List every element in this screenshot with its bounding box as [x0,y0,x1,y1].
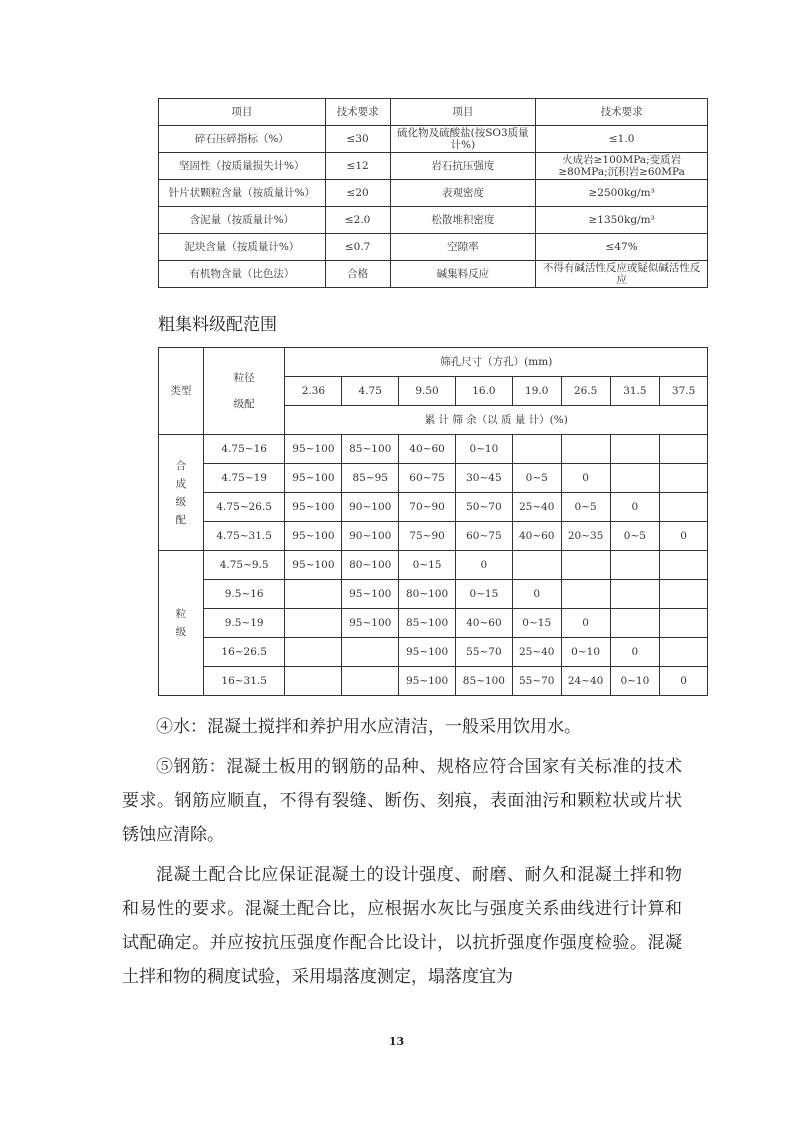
table-cell: 40~60 [455,609,512,638]
table-cell [342,667,399,696]
table-row [159,153,708,180]
size-cell: 4.75~9.5 [203,551,285,580]
table-cell [561,551,610,580]
table-row [159,551,708,580]
table-cell: ≥1350kg/m³ [536,207,708,234]
table-cell [610,435,660,464]
table-row [159,580,708,609]
table-row [159,464,708,493]
table-cell: 0 [610,638,660,667]
table-cell: 60~75 [399,464,456,493]
table-cell: ≥2500kg/m³ [536,180,708,207]
table-cell: 火成岩≥100MPa;变质岩≥80MPa;沉积岩≥60MPa [536,153,708,180]
table-cell [660,609,708,638]
table-cell [285,609,342,638]
table-caption: 粗集料级配范围 [158,315,277,335]
table-cell: 85~100 [399,609,456,638]
table-cell [660,493,708,522]
table-cell: 80~100 [399,580,456,609]
table-cell [660,464,708,493]
table-cell: 针片状颗粒含量（按质量计%） [159,180,326,207]
table-cell: 95~100 [399,638,456,667]
table-cell [512,435,561,464]
table-cell: 95~100 [285,551,342,580]
table-cell: ≤1.0 [536,126,708,153]
table-cell: 0~10 [455,435,512,464]
table-cell [561,580,610,609]
size-cell: 9.5~19 [203,609,285,638]
table-cell [660,638,708,667]
table-row [159,207,708,234]
table-cell [660,551,708,580]
table-cell: 95~100 [342,609,399,638]
table-cell: 55~70 [455,638,512,667]
size-cell: 4.75~19 [203,464,285,493]
size-cell: 4.75~26.5 [203,493,285,522]
sieve-cell: 19.0 [512,377,561,406]
table-cell: ≤12 [325,153,390,180]
table-cell: 55~70 [512,667,561,696]
table-cell: 0~10 [561,638,610,667]
sieve-cell: 16.0 [455,377,512,406]
table-cell: 有机物含量（比色法） [159,261,326,288]
table-cell [285,638,342,667]
table-cell: 0 [660,522,708,551]
table-cell: 95~100 [399,667,456,696]
table-row [159,493,708,522]
table-cell: 0~15 [512,609,561,638]
table-cell: 25~40 [512,493,561,522]
size-cell: 4.75~31.5 [203,522,285,551]
sieve-cell: 31.5 [610,377,660,406]
table-row [159,126,708,153]
paragraph-mix-ratio: 混凝土配合比应保证混凝土的设计强度、耐磨、耐久和混凝土拌和物和易性的要求。混凝土配合比，应根据水灰比与强度关系曲线进行计算和试配确定。并应按抗压强度作配合比设计，以抗折强度作强度检验。混凝土拌和物的稠度试验，采用塌落度测定，塌落度宜为 [122,865,682,987]
grade-label-gradation: 级配 [233,398,255,410]
header-cell: 技术要求 [325,99,390,126]
sieve-title: 筛孔尺寸（方孔）(mm) [285,348,708,377]
size-cell: 9.5~16 [203,580,285,609]
gradation-table [158,347,708,696]
table-cell: 含泥量（按质量计%） [159,207,326,234]
table-cell: 80~100 [342,551,399,580]
table-cell: ≤0.7 [325,234,390,261]
sieve-cell: 26.5 [561,377,610,406]
table-cell: 硫化物及硫酸盐(按SO3质量计%) [390,126,536,153]
table-cell [285,580,342,609]
table-header-row [159,99,708,126]
table-cell [610,464,660,493]
table-cell: 0~5 [512,464,561,493]
size-cell: 16~31.5 [203,667,285,696]
paragraph-rebar: ⑤钢筋：混凝土板用的钢筋的品种、规格应符合国家有关标准的技术要求。钢筋应顺直，不得有裂缝、断伤、刻痕，表面油污和颗粒状或片状锈蚀应清除。 [122,757,682,845]
table-row [159,667,708,696]
table-cell: 0 [561,464,610,493]
header-cell: 项目 [159,99,326,126]
table-cell [610,580,660,609]
table-cell: 不得有碱活性反应或疑似碱活性反应 [536,261,708,288]
table-cell: 60~75 [455,522,512,551]
table-cell: 0 [455,551,512,580]
table-cell [342,638,399,667]
table-cell: 岩石抗压强度 [390,153,536,180]
sieve-cell: 9.50 [399,377,456,406]
sieve-cell: 37.5 [660,377,708,406]
sieve-cell: 4.75 [342,377,399,406]
table-cell: 0~5 [610,522,660,551]
table-cell [660,435,708,464]
grade-header [203,348,285,435]
header-cell: 项目 [390,99,536,126]
table-cell: 95~100 [342,580,399,609]
table-cell: ≤30 [325,126,390,153]
table-cell: 50~70 [455,493,512,522]
table-cell: 95~100 [285,435,342,464]
size-cell: 4.75~16 [203,435,285,464]
table-row [159,234,708,261]
table-cell [285,667,342,696]
table-cell: 85~100 [342,435,399,464]
table-cell: 空隙率 [390,234,536,261]
table-cell [610,609,660,638]
size-cell: 16~26.5 [203,638,285,667]
type-header: 类型 [159,348,204,435]
table-cell: 泥块含量（按质量计%） [159,234,326,261]
table-cell: 20~35 [561,522,610,551]
table-cell: ≤2.0 [325,207,390,234]
table-cell: 0~10 [610,667,660,696]
table-cell: 70~90 [399,493,456,522]
table-cell: 95~100 [285,464,342,493]
table-cell: 85~100 [455,667,512,696]
table-row [159,180,708,207]
table-cell: 85~95 [342,464,399,493]
table-cell: 0~5 [561,493,610,522]
table-cell: 碎石压碎指标（%） [159,126,326,153]
table-cell: 25~40 [512,638,561,667]
group-type-label: 粒级 [159,551,204,696]
table-cell: 碱集料反应 [390,261,536,288]
table-cell: 30~45 [455,464,512,493]
table-cell: 0 [610,493,660,522]
table-cell: 0 [512,580,561,609]
table-cell: 95~100 [285,522,342,551]
table-cell [512,551,561,580]
table-row [159,638,708,667]
cumulative-label: 累 计 筛 余（以 质 量 计）(%) [285,406,708,435]
table-cell: 90~100 [342,493,399,522]
table-cell: 90~100 [342,522,399,551]
table-cell: 0 [660,667,708,696]
table-cell: 表观密度 [390,180,536,207]
table-cell: 松散堆积密度 [390,207,536,234]
table-cell: 40~60 [512,522,561,551]
table-cell: 0 [561,609,610,638]
table-cell: 40~60 [399,435,456,464]
table-cell: 坚固性（按质量损失计%） [159,153,326,180]
table-cell: 0~15 [455,580,512,609]
paragraph-water: ④水：混凝土搅拌和养护用水应清洁，一般采用饮用水。 [156,717,581,737]
table-cell [660,580,708,609]
table-cell: ≤20 [325,180,390,207]
table-row [159,261,708,288]
table-row [159,609,708,638]
aggregate-quality-table [158,98,708,288]
sieve-cell: 2.36 [285,377,342,406]
table-cell: 24~40 [561,667,610,696]
table-row [159,522,708,551]
group-type-label: 合成级配 [159,435,204,551]
grade-label-size: 粒径 [233,372,255,384]
table-cell: 合格 [325,261,390,288]
table-cell: ≤47% [536,234,708,261]
table-cell [561,435,610,464]
table-cell: 0~15 [399,551,456,580]
header-cell: 技术要求 [536,99,708,126]
table-row [159,435,708,464]
page-number: 13 [388,1035,405,1048]
table-cell: 95~100 [285,493,342,522]
table-cell [610,551,660,580]
table-cell: 75~90 [399,522,456,551]
